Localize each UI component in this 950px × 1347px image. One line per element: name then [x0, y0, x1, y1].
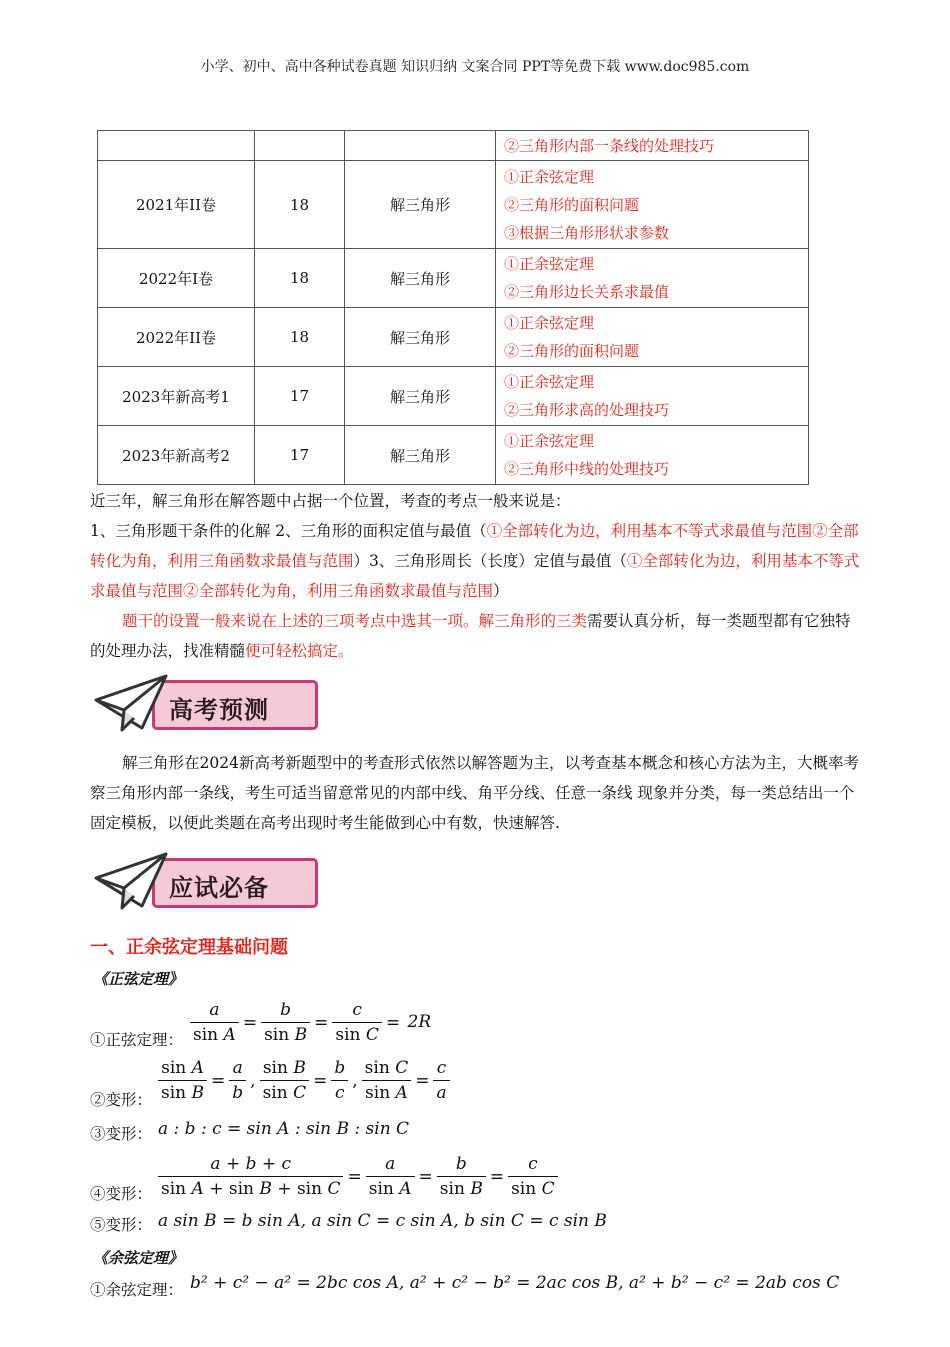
table-row — [98, 426, 809, 485]
banner-prediction — [94, 670, 316, 740]
key-point: ①正余弦定理 — [504, 255, 595, 273]
analysis-p2-b: 需要认真分析，每一类题型都有它独特的处理办法，找准精髓 — [90, 612, 851, 660]
prediction-text: 解三角形在2024新高考新题型中的考查形式依然以解答题为主，以考查基本概念和核心方法为主，大概率考察三角形内部一条线，考生可适当留意常见的内部中线、角平分线、任意一条线 现象并分类，每一类总结出一个固定模板，以便此类题在高考出现时考生能做到心中有数，快速解答. — [90, 754, 859, 832]
analysis-p1-e: ） — [493, 582, 509, 600]
table-row — [98, 308, 809, 367]
banner-essentials — [94, 848, 316, 918]
cell-key-points — [496, 249, 809, 308]
cell-key-points — [496, 308, 809, 367]
cell-question-number: 18 — [255, 249, 345, 308]
key-point: ③根据三角形形状求参数 — [504, 223, 670, 242]
key-point: ②三角形的面积问题 — [504, 195, 640, 214]
formula-label-4: ④变形： — [90, 1185, 153, 1203]
formula-sine-law: $\frac{a}{\text{sin A}}$ = $\frac{b}{\text{sin B}}$ = $\frac{c}{\text{sin C}}$ = 2R — [188, 998, 431, 1047]
section-title: 一、正余弦定理基础问题 — [90, 937, 288, 958]
key-point: ②三角形的面积问题 — [504, 342, 640, 360]
cell-question-number: 18 — [255, 161, 345, 249]
cell-question-number — [255, 131, 345, 161]
cell-year: 2023年新高考2 — [98, 426, 255, 485]
table-row — [98, 249, 809, 308]
cell-topic — [345, 131, 496, 161]
cell-question-number: 17 — [255, 426, 345, 485]
formula-ratio-variant: $\frac{\text{sin A}}{\text{sin B}}$ = $\frac{a}{b}$ , $\frac{\text{sin B}}{\text{sin C}}$ = $\frac{b}{c}$ , $\frac{\text{sin C}}{\text{sin A}}$ = $\frac{c}{a}$ — [156, 1056, 452, 1105]
cosine-law-title: 《余弦定理》 — [93, 1249, 184, 1267]
formula-cross-variant: a sin B = b sin A, a sin C = c sin A, b sin C = c sin B — [158, 1211, 607, 1231]
formula-label-5: ⑤变形： — [90, 1216, 153, 1234]
key-point: ②三角形求高的处理技巧 — [504, 401, 670, 419]
analysis-p2-c: 便可轻松搞定。 — [245, 642, 354, 660]
analysis-text — [90, 486, 865, 666]
analysis-intro: 近三年，解三角形在解答题中占据一个位置，考查的考点一般来说是： — [90, 492, 571, 510]
cell-key-points — [496, 367, 809, 426]
table-row — [98, 161, 809, 249]
cell-question-number: 18 — [255, 308, 345, 367]
paper-plane-icon — [94, 670, 174, 740]
cell-key-points — [496, 161, 809, 249]
formula-label-2: ②变形： — [90, 1091, 153, 1109]
cell-year: 2021年II卷 — [98, 161, 255, 249]
sine-law-title: 《正弦定理》 — [93, 970, 184, 988]
cell-year: 2022年I卷 — [98, 249, 255, 308]
analysis-p1-b: ①全部转化为边，利用基本不等式求最值与范围②全部转化为角，利用三角函数求最值与范围 — [90, 522, 859, 570]
analysis-p1-c: ）3、三角形周长（长度）定值与最值（ — [353, 552, 627, 570]
banner-prediction-label: 高考预测 — [169, 696, 269, 724]
table-row — [98, 131, 809, 161]
cell-question-number: 17 — [255, 367, 345, 426]
cell-year: 2023年新高考1 — [98, 367, 255, 426]
cell-year — [98, 131, 255, 161]
analysis-summary — [90, 606, 865, 666]
paper-plane-icon — [94, 848, 174, 918]
key-point: ①正余弦定理 — [504, 167, 595, 186]
exam-table — [97, 130, 809, 485]
formula-label-1: ①正弦定理： — [90, 1031, 184, 1049]
cell-key-points — [496, 426, 809, 485]
key-point: ①正余弦定理 — [504, 373, 595, 391]
formula-proportion: a : b : c = sin A : sin B : sin C — [158, 1119, 410, 1139]
key-point: ②三角形内部一条线的处理技巧 — [504, 136, 715, 155]
key-point: ①正余弦定理 — [504, 314, 595, 332]
cell-topic: 解三角形 — [345, 367, 496, 426]
banner-box — [152, 858, 318, 908]
analysis-p1-a: 1、三角形题干条件的化解 2、三角形的面积定值与最值（ — [90, 522, 487, 540]
cell-key-points — [496, 131, 809, 161]
formula-label-cos-1: ①余弦定理： — [90, 1281, 184, 1299]
page-header: 小学、初中、高中各种试卷真题 知识归纳 文案合同 PPT等免费下载 www.doc985.com — [200, 59, 750, 75]
key-point: ②三角形中线的处理技巧 — [504, 460, 670, 478]
cell-topic: 解三角形 — [345, 161, 496, 249]
analysis-p1-d: ①全部转化为边，利用基本不等式求最值与范围②全部转化为角，利用三角函数求最值与范围 — [90, 552, 860, 600]
analysis-points — [90, 516, 865, 606]
banner-essentials-label: 应试必备 — [169, 874, 269, 902]
banner-box — [152, 680, 318, 730]
formula-sum-variant: $\frac{a + b + c}{\text{sin A + sin B + sin C}}$ = $\frac{a}{\text{sin A}}$ = $\frac{b}{\text{sin B}}$ = $\frac{c}{\text{sin C}}$ — [156, 1152, 560, 1201]
analysis-p2-a: 题干的设置一般来说在上述的三项考点中选其一项。解三角形的三类 — [122, 612, 588, 630]
key-point: ①正余弦定理 — [504, 432, 595, 450]
cell-year: 2022年II卷 — [98, 308, 255, 367]
key-point: ②三角形边长关系求最值 — [504, 283, 670, 301]
cell-topic: 解三角形 — [345, 249, 496, 308]
cell-topic: 解三角形 — [345, 426, 496, 485]
cell-topic: 解三角形 — [345, 308, 496, 367]
table-row — [98, 367, 809, 426]
formula-cosine-law: b² + c² − a² = 2bc cos A, a² + c² − b² = 2ac cos B, a² + b² − c² = 2ab cos C — [190, 1273, 840, 1293]
formula-label-3: ③变形： — [90, 1125, 153, 1143]
